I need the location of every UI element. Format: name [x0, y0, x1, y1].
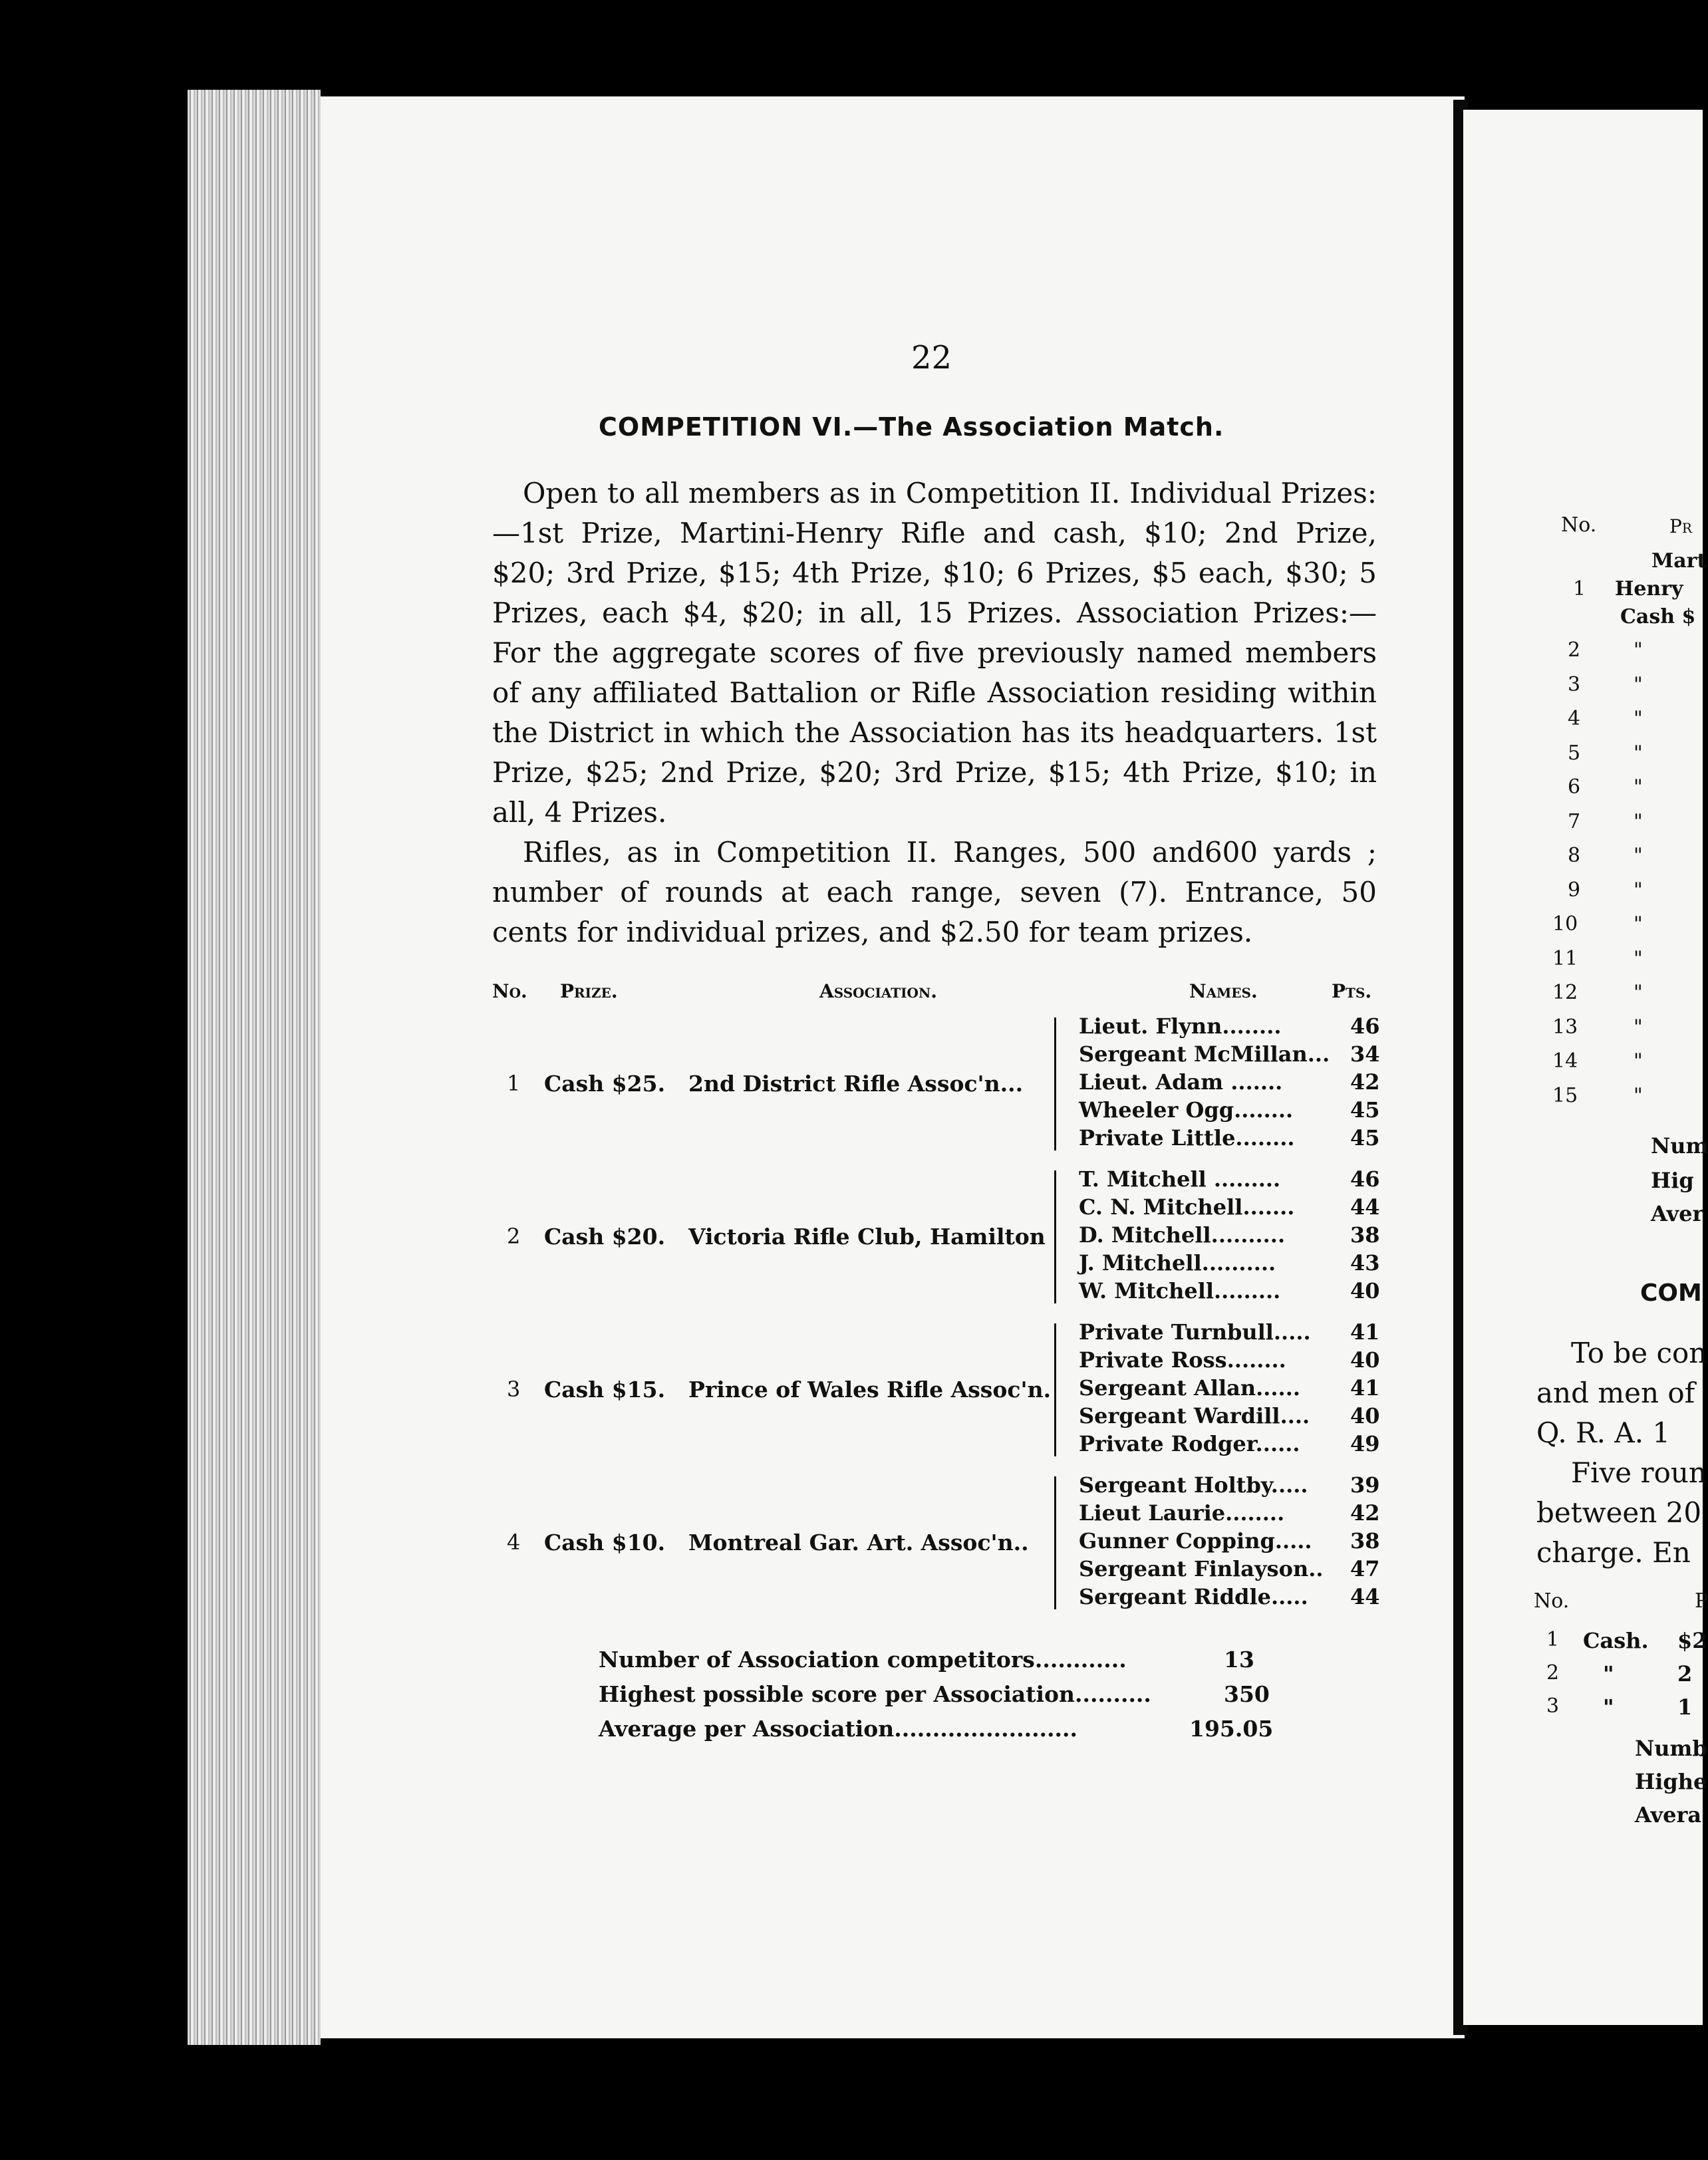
left-page: [188, 96, 1465, 2038]
member-points: 45: [1350, 1125, 1380, 1150]
page-number: 22: [911, 339, 952, 376]
member-name: W. Mitchell.........: [1079, 1278, 1281, 1303]
right-text-fragment: Q. R. A. 1: [1536, 1417, 1671, 1449]
right-prize-text: Mart: [1651, 549, 1707, 573]
member-points: 34: [1350, 1041, 1380, 1067]
member-points: 47: [1350, 1556, 1380, 1581]
right-table2-row-prize: ": [1603, 1661, 1614, 1687]
member-name: Lieut. Flynn........: [1079, 1013, 1282, 1039]
right-row-number: 6: [1568, 775, 1581, 799]
member-name: Wheeler Ogg........: [1079, 1097, 1294, 1123]
member-points: 43: [1350, 1250, 1380, 1276]
right-heading-fragment: COM: [1640, 1280, 1702, 1307]
entry-association: Montreal Gar. Art. Assoc'n..: [688, 1530, 1029, 1555]
right-row-ditto: ": [1634, 1083, 1643, 1107]
right-row-number: 5: [1568, 741, 1581, 765]
entry-prize: Cash $20.: [544, 1224, 666, 1250]
right-table2-no: No.: [1534, 1589, 1570, 1613]
right-row-number: 13: [1552, 1015, 1578, 1039]
right-row-number: 8: [1568, 844, 1581, 867]
right-summary2-fragment: Numb: [1635, 1736, 1707, 1761]
right-row-ditto: ": [1634, 946, 1643, 970]
right-prize-text: Cash $: [1620, 605, 1696, 628]
right-row-number: 7: [1568, 809, 1581, 833]
member-points: 46: [1350, 1166, 1380, 1192]
member-points: 44: [1350, 1194, 1380, 1220]
member-name: Private Turnbull.....: [1079, 1319, 1311, 1345]
right-row-ditto: ": [1634, 912, 1643, 936]
entry-prize: Cash $25.: [544, 1071, 666, 1097]
right-table2-row-no: 3: [1546, 1694, 1560, 1718]
header-no: No.: [492, 980, 527, 1002]
entry-association: 2nd District Rifle Assoc'n...: [688, 1071, 1024, 1097]
right-table2-row-no: 2: [1546, 1661, 1560, 1685]
member-name: Sergeant Holtby.....: [1079, 1472, 1308, 1498]
entry-number: 2: [507, 1224, 521, 1249]
competition-heading: COMPETITION VI.—The Association Match.: [599, 412, 1224, 442]
member-name: D. Mitchell..........: [1079, 1222, 1286, 1248]
summary-value: 13: [1224, 1647, 1254, 1673]
member-points: 40: [1350, 1278, 1380, 1303]
right-summary-fragment: Num: [1651, 1133, 1708, 1158]
right-row-number: 14: [1552, 1049, 1578, 1073]
member-name: Sergeant Finlayson..: [1079, 1556, 1324, 1581]
entry-number: 4: [507, 1530, 521, 1555]
member-points: 39: [1350, 1472, 1380, 1498]
right-row-number: 9: [1568, 878, 1581, 902]
right-row-ditto: ": [1634, 672, 1643, 696]
rules-paragraph: Open to all members as in Competition II. Individual Prizes:—1st Prize, Martini-Henry Rifle and cash, $10; 2nd Prize, $20; 3rd Prize, $15; 4th Prize, $10; 6 Prizes, $5 each, $30; 5 Prizes, each $4, $20; in all, 15 Prizes. Association Prizes:—For the aggregate scores of five previously named members of any affiliated Battalion or Rifle Association residing within the District in which the Association has its headquarters. 1st Prize, $25; 2nd Prize, $20; 3rd Prize, $15; 4th Prize, $10; in all, 4 Prizes.: [492, 477, 1377, 829]
member-brace: [1054, 1170, 1067, 1303]
right-table2-row-prize: Cash.: [1583, 1628, 1649, 1653]
right-table2-row-val: $2: [1677, 1628, 1707, 1653]
summary-label: Highest possible score per Association..........: [599, 1681, 1151, 1707]
right-summary2-fragment: Highe: [1635, 1769, 1707, 1794]
member-name: Private Rodger......: [1079, 1431, 1300, 1456]
member-points: 38: [1350, 1222, 1380, 1248]
member-points: 45: [1350, 1097, 1380, 1123]
right-text-fragment: Five roun: [1571, 1456, 1707, 1489]
member-name: Lieut Laurie........: [1079, 1500, 1285, 1526]
right-summary2-fragment: Avera: [1635, 1802, 1702, 1827]
summary-value: 350: [1224, 1681, 1270, 1707]
summary-label: Number of Association competitors............: [599, 1647, 1127, 1673]
member-name: Sergeant McMillan...: [1079, 1041, 1330, 1067]
member-brace: [1054, 1323, 1067, 1456]
right-row-ditto: ": [1634, 775, 1643, 799]
right-row-number: 2: [1568, 638, 1581, 662]
member-name: C. N. Mitchell.......: [1079, 1194, 1295, 1220]
right-table2-col: P: [1695, 1589, 1708, 1613]
right-row-ditto: ": [1634, 1049, 1643, 1073]
right-row-ditto: ": [1634, 1015, 1643, 1039]
member-brace: [1054, 1017, 1067, 1150]
right-table2-row-val: 1: [1677, 1694, 1693, 1720]
right-text-fragment: and men of: [1536, 1377, 1695, 1409]
member-name: T. Mitchell .........: [1079, 1166, 1281, 1192]
right-row-ditto: ": [1634, 638, 1643, 662]
right-summary-fragment: Aver: [1651, 1201, 1704, 1226]
summary-value: 195.05: [1189, 1716, 1274, 1742]
right-col-prize: Pr: [1669, 515, 1692, 537]
member-points: 41: [1350, 1375, 1380, 1401]
right-text-fragment: charge. En: [1536, 1536, 1691, 1569]
page-edges: [188, 90, 321, 2045]
entry-number: 1: [507, 1071, 521, 1096]
header-association: Association.: [819, 980, 937, 1002]
right-row-ditto: ": [1634, 809, 1643, 833]
summary-label: Average per Association........................: [599, 1716, 1078, 1742]
member-name: Sergeant Allan......: [1079, 1375, 1300, 1401]
right-row-number: 15: [1552, 1083, 1578, 1107]
entry-prize: Cash $10.: [544, 1530, 666, 1555]
right-row-number: 10: [1552, 912, 1578, 936]
member-points: 42: [1350, 1069, 1380, 1095]
right-prize-text: Henry: [1615, 577, 1683, 601]
entry-prize: Cash $15.: [544, 1377, 666, 1403]
right-table2-row-val: 2: [1677, 1661, 1693, 1687]
member-name: J. Mitchell..........: [1079, 1250, 1276, 1276]
right-row-ditto: ": [1634, 981, 1643, 1004]
right-row-number: 3: [1568, 672, 1581, 696]
right-col-no: No.: [1561, 513, 1597, 537]
right-row-ditto: ": [1634, 878, 1643, 902]
right-summary-fragment: Hig: [1651, 1168, 1694, 1193]
member-name: Sergeant Wardill....: [1079, 1403, 1310, 1428]
entry-association: Victoria Rifle Club, Hamilton: [688, 1224, 1046, 1250]
right-row-number: 12: [1552, 981, 1578, 1004]
member-points: 42: [1350, 1500, 1380, 1526]
member-brace: [1054, 1476, 1067, 1609]
right-table2-row-no: 1: [1546, 1628, 1560, 1651]
member-name: Private Ross........: [1079, 1347, 1286, 1373]
right-row-ditto: ": [1634, 707, 1643, 730]
header-pts: Pts.: [1332, 980, 1372, 1002]
right-text-fragment: To be con: [1571, 1337, 1707, 1369]
member-points: 46: [1350, 1013, 1380, 1039]
header-prize: Prize.: [560, 980, 618, 1002]
right-row-ditto: ": [1634, 741, 1643, 765]
member-points: 40: [1350, 1403, 1380, 1428]
member-points: 41: [1350, 1319, 1380, 1345]
member-name: Gunner Copping.....: [1079, 1528, 1312, 1553]
member-name: Sergeant Riddle.....: [1079, 1584, 1308, 1609]
right-text-fragment: between 20: [1536, 1496, 1702, 1529]
member-points: 38: [1350, 1528, 1380, 1553]
member-points: 40: [1350, 1347, 1380, 1373]
member-name: Lieut. Adam .......: [1079, 1069, 1283, 1095]
header-names: Names.: [1189, 980, 1258, 1002]
member-points: 49: [1350, 1431, 1380, 1456]
member-points: 44: [1350, 1584, 1380, 1609]
right-table2-row-prize: ": [1603, 1694, 1614, 1720]
member-name: Private Little........: [1079, 1125, 1295, 1150]
rifles-paragraph: Rifles, as in Competition II. Ranges, 500 and600 yards ; number of rounds at each range, seven (7). Entrance, 50 cents for individual prizes, and $2.50 for team prizes.: [492, 836, 1377, 948]
right-row-number: 11: [1552, 946, 1578, 970]
right-row-number: 4: [1568, 707, 1581, 730]
entry-number: 3: [507, 1377, 521, 1402]
entry-association: Prince of Wales Rifle Assoc'n.: [688, 1377, 1052, 1403]
right-row-ditto: ": [1634, 844, 1643, 867]
